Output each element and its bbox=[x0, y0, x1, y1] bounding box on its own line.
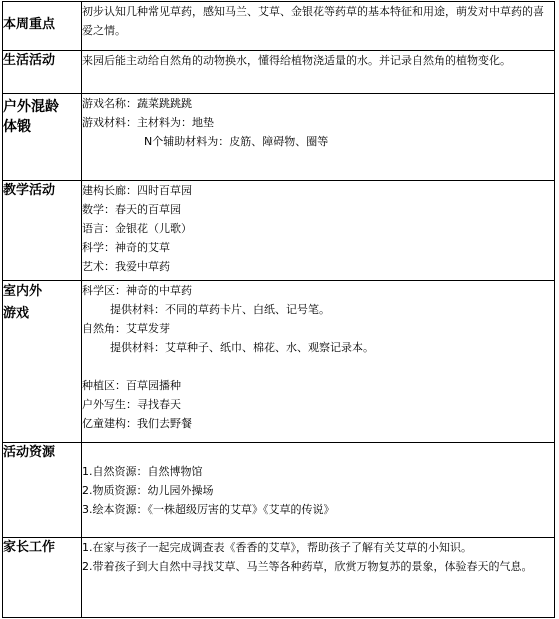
row-label bbox=[3, 281, 82, 443]
content-line: 科学区：神奇的中草药 bbox=[82, 284, 192, 297]
row-label: 教学活动 bbox=[3, 181, 82, 281]
content-line: 亿童建构：我们去野餐 bbox=[82, 417, 192, 430]
content-line: 1.自然资源：自然博物馆 bbox=[82, 464, 203, 478]
row-label-text: 户外混龄体锻 bbox=[3, 99, 59, 135]
table-row bbox=[3, 538, 555, 618]
content-line: 建构长廊：四时百草园 bbox=[82, 184, 192, 197]
row-content bbox=[82, 2, 555, 51]
row-content bbox=[82, 281, 555, 443]
content-line: 户外写生：寻找春天 bbox=[82, 398, 181, 411]
table-row bbox=[3, 443, 555, 538]
table-row bbox=[3, 2, 555, 51]
content-line: 提供材料：不同的草药卡片、白纸、记号笔。 bbox=[110, 303, 330, 316]
content-line: 自然角：艾草发芽 bbox=[82, 322, 170, 335]
row-content bbox=[82, 443, 555, 538]
content-line: 语言：金银花（儿歌） bbox=[82, 222, 192, 235]
content-line: 2.带着孩子到大自然中寻找艾草、马兰等各种药草，欣赏万物复苏的景象，体验春天的气息。 bbox=[82, 560, 533, 573]
table-row bbox=[3, 181, 555, 281]
row-label: 家长工作 bbox=[3, 538, 82, 618]
content-line: 艺术：我爱中草药 bbox=[82, 260, 170, 273]
row-label: 活动资源 bbox=[3, 443, 82, 538]
row-label: 本周重点 bbox=[3, 2, 82, 51]
content-line: 游戏材料：主材料为：地垫 bbox=[82, 116, 214, 129]
table-row bbox=[3, 51, 555, 94]
content-line: 种植区：百草园播种 bbox=[82, 379, 181, 392]
row-label: 生活活动 bbox=[3, 51, 82, 94]
content-line: 2.物质资源：幼儿园外操场 bbox=[82, 483, 214, 497]
row-content bbox=[82, 51, 555, 94]
row-content bbox=[82, 94, 555, 181]
table-row bbox=[3, 94, 555, 181]
content-line: 3.绘本资源：《一株超级厉害的艾草》《艾草的传说》 bbox=[82, 502, 335, 516]
content-line: 初步认知几种常见草药，感知马兰、艾草、金银花等药草的基本特征和用途，萌发对中草药的喜爱之情。 bbox=[82, 5, 544, 37]
row-label-text: 室内外游戏 bbox=[3, 284, 43, 321]
content-line: 数学：春天的百草园 bbox=[82, 203, 181, 216]
row-content bbox=[82, 181, 555, 281]
content-line: 游戏名称：蔬菜跳跳跳 bbox=[82, 97, 192, 110]
content-line: 来园后能主动给自然角的动物换水，懂得给植物浇适量的水。并记录自然角的植物变化。 bbox=[82, 54, 511, 67]
content-line: 科学：神奇的艾草 bbox=[82, 241, 170, 254]
content-line: N个辅助材料为：皮筋、障碍物、圈等 bbox=[144, 135, 329, 148]
content-line: 提供材料：艾草种子、纸巾、棉花、水、观察记录本。 bbox=[110, 341, 374, 354]
content-line: 1.在家与孩子一起完成调查表《香香的艾草》，帮助孩子了解有关艾草的小知识。 bbox=[82, 541, 472, 554]
weekly-plan-table bbox=[2, 1, 555, 618]
table-row bbox=[3, 281, 555, 443]
row-content bbox=[82, 538, 555, 618]
row-label bbox=[3, 94, 82, 181]
blank-line bbox=[82, 357, 554, 376]
